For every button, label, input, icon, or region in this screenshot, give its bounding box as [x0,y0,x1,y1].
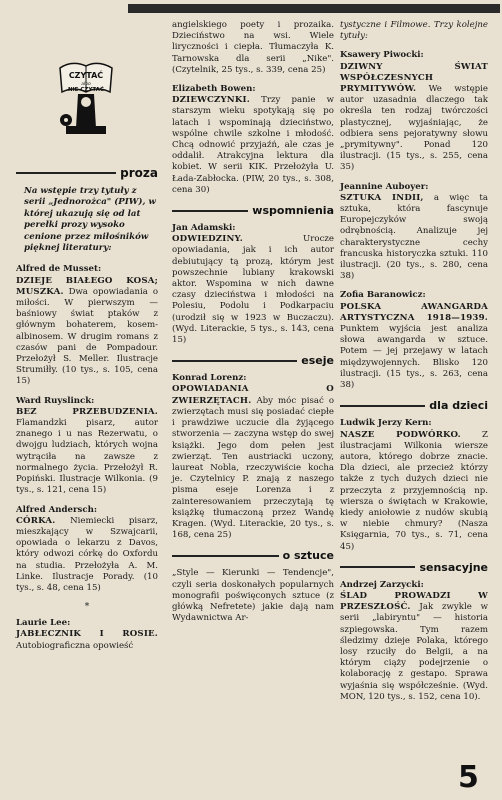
book-review [172,223,334,346]
review-body: Jak zwykle w serii „labiryntu" — historia szpiegowska. Tym razem śledzimy dzieje Polaka, którego losy rzuciły do Belgii, a na którym ciąży podejrzenie o kolaborację z gestapo. Sprawa wyjaśnia się współcześnie. (Wyd. MON, 120 tys., s. 152, cena 10). [340,602,488,702]
section-header-sensacyjne [340,561,488,574]
section-header-dla-dzieci [340,399,488,412]
review-author: Ludwik Jerzy Kern: [340,418,432,429]
column-3 [340,20,488,711]
book-review [340,50,488,173]
section-label: o sztuce [282,549,334,563]
review-body: Dwa opowiadania o miłości. W pierwszym — baśniowy świat ptaków z głównym bohaterem, kosem-albinosem. W drugim romans z czasów pani de Pompadour. Przełożył S. Meller. Ilustracje Strumiłły. (10 tys., s. 105, cena 15) [16,286,158,387]
logo-text-top: CZYTAĆ [68,71,104,80]
review-title: DZIEWCZYNKI. [172,95,250,106]
book-review [340,290,488,391]
book-review [16,264,158,387]
review-title: DZIWNY ŚWIAT WSPÓŁCZESNYCH PRYMITYWÓW. [340,61,488,95]
logo-text-mid: albo [81,82,91,87]
column-1-articles [16,264,158,651]
section-label: sensacyjne [419,560,488,574]
book-review [16,618,158,652]
book-review [340,418,488,552]
intro-text: Na wstępie trzy tytuły z serii „Jednorożca" (PIW), w której ukazują się od lat perełki prozy wysoko cenione przez miłośników pięknej literatury: [24,186,156,254]
section-rule [340,566,415,568]
review-body: Autobiograficzna opowieść [16,640,134,651]
review-title: BEZ PRZEBUDZENIA. [16,406,158,417]
review-author: Ksawery Piwocki: [340,50,424,61]
review-body: Aby móc pisać o zwierzętach musi się posiadać ciepłe i prawdziwe uczucie dla żyjącego stworzenia — zaczyna wstęp do swej książki. Jego dom pełen jest zwierząt. Ten austriacki uczony, laureat Nobla, rzeczywiście kocha je. Czytelnicy P. znają z naszego pisma eseje Lorenza i z zainteresowaniem przeczytają tę książkę tłumaczoną przez Wandę Kragen. (Wyd. Literackie, 20 tys., s. 168, cena 25) [172,395,334,541]
review-title: NASZE PODWÓRKO. [340,429,461,440]
section-label: proza [120,166,158,180]
section-label: dla dzieci [429,399,488,413]
section-header-eseje [172,354,334,367]
review-body: „Style — Kierunki — Tendencje", czyli seria doskonałych popularnych monografii poświęconych sztuce (z główką Nefretete) jakie dają nam Wydawnictwa Ar- [172,568,334,624]
column-3-articles [340,50,488,703]
column-2 [172,20,334,632]
review-title: OPOWIADANIA O ZWIERZĘTACH. [172,384,334,406]
section-header-wspomnienia [172,204,334,217]
review-title: DZIEJE BIAŁEGO KOSA; MUSZKA. [16,275,158,297]
section-rule [340,405,425,407]
review-body: Flamandzki pisarz, autor znanego i u nas Rezerwatu, o dwojgu ludziach, których wojna wytrąciła na zawsze z normalnego życia. Przełożył R. Popiński. Ilustracje Wilkonia. (9 tys., s. 121, cena 15) [16,418,158,496]
review-author: Ward Ruyslinck: [16,395,95,406]
continued-text: angielskiego poety i prozaika. Dzieciństwo na wsi. Wiele liryczności i ciepła. Tłumaczyła K. Tarnowska dla serii „Nike". (Czytelnik, 25 tys., s. 339, cena 25) [172,20,334,75]
review-title: POLSKA AWANGARDA ARTYSTYCZNA 1918—1939. [340,301,488,323]
logo-text-bottom: NIE CZYTAĆ [68,87,104,93]
review-title: ODWIEDZINY. [172,234,243,245]
review-author: Laurie Lee: [16,618,71,629]
review-title: ŚLAD PROWADZI W PRZESZŁOŚĆ. [340,590,488,613]
review-body: Urocze opowiadania, jak i ich autor debiutujący tą prozą, którym jest powszechnie lubiany krakowski aktor. Wspomina w nich dawne czasy dzieciństwa i młodości na Polesiu, Podolu i Podkarpaciu (urodził się w 1923 w Buczaczu). (Wyd. Literackie, 5 tys., s. 143, cena 15) [172,234,334,346]
review-body: Trzy panie w starszym wieku spotykają się po latach i wspominają dzieciństwo, wspólne chwile szkolne i młodość. Chcą odnowić przyjaźń, ale czas je oddalił. Atrakcyjna lektura dla kobiet. W serii KIK. Przełożyła U. Łada-Zabłocka. (PIW, 20 tys., s. 308, cena 30) [172,95,334,195]
section-rule [172,210,248,212]
review-title: JABŁECZNIK I ROSIE. [16,629,158,640]
review-author: Zofia Baranowicz: [340,290,426,301]
section-label: wspomnienia [252,204,334,218]
continued-text: tystyczne i Filmowe. Trzy kolejne tytuły: [340,20,488,42]
section-rule [172,555,279,557]
section-rule [172,360,297,362]
review-author: Elizabeth Bowen: [172,84,256,95]
book-review [16,505,158,595]
review-author: Jeannine Auboyer: [340,181,429,192]
separator-star: * [84,602,90,613]
review-author: Alfred Andersch: [16,504,98,515]
section-header-proza [16,166,158,180]
section-label: eseje [301,354,334,368]
column-2-articles [172,84,334,624]
review-body: a więc ta sztuka, która fascynuje Europejczyków swoją odrębnością. Analizuje jej charakterystyczne cechy francuska historyczka sztuki. 110 ilustracji. (20 tys., s. 280, cena 38) [340,192,489,282]
review-author: Jan Adamski: [172,223,236,234]
review-body: Punktem wyjścia jest analiza słowa awangarda w sztuce. Potem — jej przejawy w latach międzywojennych. Blisko 120 ilustracji. (15 tys., s. 263, cena 38) [340,324,488,391]
column-1 [16,20,158,660]
page-number: 5 [458,760,479,795]
review-body: We wstępie autor uzasadnia dlaczego tak określa ten rodzaj twórczości plastycznej, wyjaśniając, że odbiera sens pejoratywny słowu „prymitywny". Ponad 120 ilustracji. (15 tys., s. 255, cena 35) [340,84,489,173]
book-review [172,373,334,541]
book-review [340,182,488,283]
review-body: Z ilustracjami Wilkonia wiersze autora, którego dobrze znacie. Dla dzieci, ale przecież którzy także z tych dużych dzieci nie przeczyta z przyjemnością np. wiersza o świętach w Krakowie, kiedy aniołowie z nudów skubią w niebie chmury? (Nasza Księgarnia, 70 tys., s. 71, cena 45) [340,429,488,552]
review-author: Alfred de Musset: [16,264,102,275]
section-header-o-sztuce [172,549,334,562]
review-title: CÓRKA. [16,515,56,526]
book-review [16,396,158,497]
book-review [172,84,334,196]
review-author: Andrzej Zarzycki: [340,579,424,590]
review-author: Konrad Lorenz: [172,373,247,384]
top-rule [128,4,500,13]
book-review [340,580,488,703]
review-title: SZTUKA INDII, [340,192,424,203]
review-body: Niemiecki pisarz, mieszkający w Szwajcarii, opowiada o lekarzu z Davos, który odwozi córkę do Oxfordu na studia. Przełożyła A. M. Linke. Ilustracje Porady. (10 tys., s. 48, cena 15) [16,515,158,593]
book-review [172,568,334,624]
